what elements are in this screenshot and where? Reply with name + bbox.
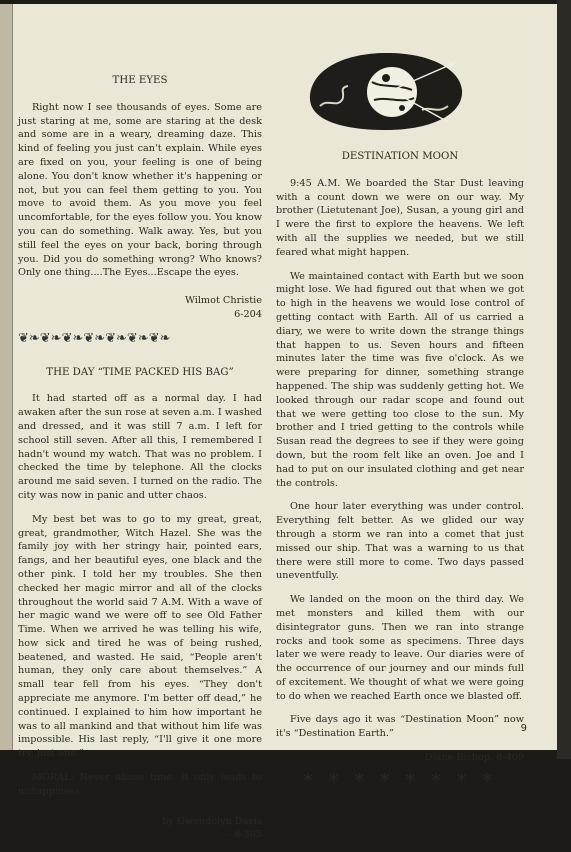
time-moral: MORAL: Never abuse time. It only leads to unhappiness. — [18, 772, 262, 797]
time-title: THE DAY “TIME PACKED HIS BAG” — [46, 366, 234, 378]
moon-author: Diane Bishop, 8-409 — [424, 752, 524, 764]
right-column — [276, 150, 524, 792]
stars-divider: * * * * * * * * — [303, 769, 497, 792]
time-signature — [18, 815, 262, 843]
eyes-paragraph: Right now I see thousands of eyes. Some are just staring at me, some are staring at the desk and some are in a weary, dreaming daze. This kind of feeling you just can't explain. While eyes are fixed on you, your feeling is one of being alone. You don't know whether it's happening or not, but you can feel them getting to you. You move to avoid them. As you move you feel uncomfortable, for the eyes follow you. You know you can do something. Walk away. Yes, but you still feel the eyes on your back, boring through you. Did you do something wrong? Who knows? Only one thing....The Eyes...Escape the eyes. — [18, 101, 262, 279]
left-column — [18, 74, 262, 852]
moon-paragraph-5: Five days ago it was “Destination Moon” now it's “Destination Earth.” — [276, 714, 524, 740]
page-number: 9 — [520, 723, 527, 734]
moon-paragraph-3: One hour later everything was under control. Everything felt better. As we glided our way through a storm we ran into a comet that just missed our ship. That was a warning to us that there were still more to come. Two days passed uneventfully. — [276, 501, 524, 582]
eyes-room: 6-204 — [234, 308, 262, 320]
time-paragraph-2: My best bet was to go to my great, great, great, grandmother, Witch Hazel. She was the family joy with her stringy hair, pointed ears, fangs, and her beautiful eyes, one black and the other pink. I told her my troubles. She then checked her magic mirror and all of the clocks throughout the world said 7 A.M. With a wave of her magic wand we were off to see Old Father Time. When we arrived he was telling his wife, how sick and tired he was of being rushed, beatened, and wasted. He said, “People aren't human, they only care about themselves.” A small tear fell from his eyes. “They don't appreciate me anymore. I'm better off dead,” he continued. I explained to him how important he was to all mankind and that without him life was impossible. His last reply, “I'll give it one more try, just one.” — [18, 513, 262, 760]
eyes-title: THE EYES — [112, 75, 168, 86]
right-dark-edge — [557, 0, 571, 759]
time-author: by Gwendolyn Davis — [162, 815, 262, 827]
book-page — [12, 4, 557, 841]
moon-paragraph-2: We maintained contact with Earth but we soon might lose. We had figured out that when we got to high in the heavens we would lose control of getting contact with Earth. All of us carried a diary, we were to write down the strange things that happen to us. Seven hours and fifteen minutes later the time was five o'clock. As we were preparing for dinner, something strange happened. The ship was suddenly getting hot. We looked through our radar scope and found out that we were getting too close to the sun. My brother and I tried getting to the controls while Susan read the degrees to see if they were going down, but the room felt like an oven. Joe and I had to put on our insulated clothing and get near the controls. — [276, 270, 524, 489]
ornament-divider: ❦❧❦❧❦❧❦❧❦❧❦❧❦❧ — [18, 331, 171, 346]
time-room: - 8-305 — [227, 829, 262, 841]
moon-paragraph-1: 9:45 A.M. We boarded the Star Dust leaving with a count down we were on our way. My brother (Lietutenant Joe), Susan, a young girl and I were the first to explore the heavens. We left with all the supplies we needed, but we still feared what might happen. — [276, 177, 524, 258]
binding-edge — [0, 4, 13, 750]
eyes-signature — [18, 294, 262, 322]
moon-paragraph-4: We landed on the moon on the third day. We met monsters and killed them with our disintegrator guns. Then we ran into strange rocks and took some as specimens. Three days later we were ready to leave. Our diaries were of the occurrence of our journey and our minds full of excitement. We thought of what we were going to do when we reached Earth once we blasted off. — [276, 594, 524, 702]
moon-title: DESTINATION MOON — [341, 151, 459, 162]
time-paragraph-1: It had started off as a normal day. I had awaken after the sun rose at seven a.m. I washed and dressed, and it was still 7 a.m. I left for school still seven. After all this, I remembered I hadn't wound my watch. That was no problem. I checked the time by telephone. All the clocks around me said seven. I turned on the radio. The city was now in panic and utter chaos. — [18, 393, 262, 501]
moon-illustration — [302, 48, 468, 134]
eyes-author: Wilmot Christie — [184, 295, 262, 307]
